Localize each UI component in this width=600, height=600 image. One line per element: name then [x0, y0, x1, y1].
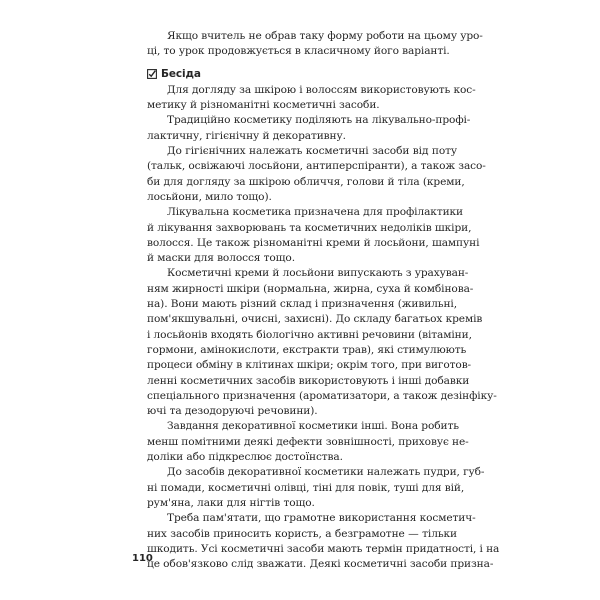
section-title: Бесіда [161, 67, 201, 80]
checkbox-checked-icon [147, 69, 157, 79]
text-line: лосьйони, мило тощо). [147, 190, 272, 203]
text-line: ючі та дезодоруючі речовини). [147, 405, 318, 418]
text-line: Завдання декоративної косметики інші. Вона робить [167, 420, 459, 433]
page-number: 110 [132, 553, 153, 564]
text-line: спеціального призначення (ароматизатори, а також дезінфіку- [147, 389, 497, 402]
paragraph [147, 144, 486, 205]
text-line: пом'якшувальні, очисні, захисні). До складу багатьох кремів [147, 313, 483, 326]
text-line: Лікувальна косметика призначена для профілактики [167, 206, 464, 219]
text-line: Косметичні креми й лосьйони випускають з урахуван- [167, 267, 469, 280]
intro-paragraph [147, 29, 483, 60]
text-line: це обов'язково слід зважати. Деякі косметичні засоби призна- [147, 558, 494, 571]
paragraph [147, 511, 500, 572]
text-line: процеси обміну в клітинах шкіри; окрім того, при виготов- [147, 359, 472, 372]
paragraph [147, 113, 471, 144]
page-content [147, 29, 500, 572]
paragraph [147, 419, 469, 465]
paragraphs [147, 83, 500, 573]
paragraph [147, 465, 485, 511]
text-line: шкодить. Усі косметичні засоби мають термін придатності, і на [147, 542, 500, 555]
section-heading [147, 67, 457, 82]
text-line: ленні косметичних засобів використовують і інші добавки [147, 374, 470, 387]
text-line: гормони, амінокислоти, екстракти трав), які стимулюють [147, 343, 467, 356]
text-line: рум'яна, лаки для нігтів тощо. [147, 496, 315, 509]
text-line: доліки або підкреслює достоїнства. [147, 451, 343, 464]
paragraph [147, 205, 480, 266]
text-line: й маски для волосся тощо. [147, 252, 295, 265]
text-line: (тальк, освіжаючі лосьйони, антиперспіранти), а також засо- [147, 160, 486, 173]
text-line: них засобів приносить користь, а безграмотне — тільки [147, 527, 457, 540]
text-line: Треба пам'ятати, що грамотне використання косметич- [167, 512, 476, 525]
paragraph [147, 83, 476, 114]
text-line: Якщо вчитель не обрав таку форму роботи на цьому уро- [167, 30, 483, 42]
text-line: ням жирності шкіри (нормальна, жирна, суха й комбінова- [147, 282, 474, 295]
text-line: ні помади, косметичні олівці, тіні для повік, туші для вій, [147, 481, 465, 494]
text-line: й лікування захворювань та косметичних недоліків шкіри, [147, 221, 472, 234]
paragraph [147, 266, 497, 419]
text-line: ці, то урок продовжується в класичному його варіанті. [147, 45, 450, 58]
text-line: би для догляду за шкірою обличчя, голови й тіла (креми, [147, 175, 465, 188]
text-line: метику й різноманітні косметичні засоби. [147, 99, 380, 112]
text-line: До засобів декоративної косметики належать пудри, губ- [167, 466, 485, 479]
text-line: і лосьйонів входять біологічно активні речовини (вітаміни, [147, 328, 472, 341]
text-line: волосся. Це також різноманітні креми й лосьйони, шампуні [147, 236, 480, 249]
text-line: Для догляду за шкірою і волоссям використовують кос- [167, 83, 476, 96]
spacer [147, 60, 457, 67]
text-line: лактичну, гігієнічну й декоративну. [147, 129, 346, 142]
text-line: Традиційно косметику поділяють на лікувально-профі- [167, 114, 471, 127]
text-line: До гігієнічних належать косметичні засоби від поту [167, 145, 457, 158]
text-line: менш помітними деякі дефекти зовнішності, приховує не- [147, 435, 469, 448]
text-line: на). Вони мають різний склад і призначення (живильні, [147, 298, 457, 311]
